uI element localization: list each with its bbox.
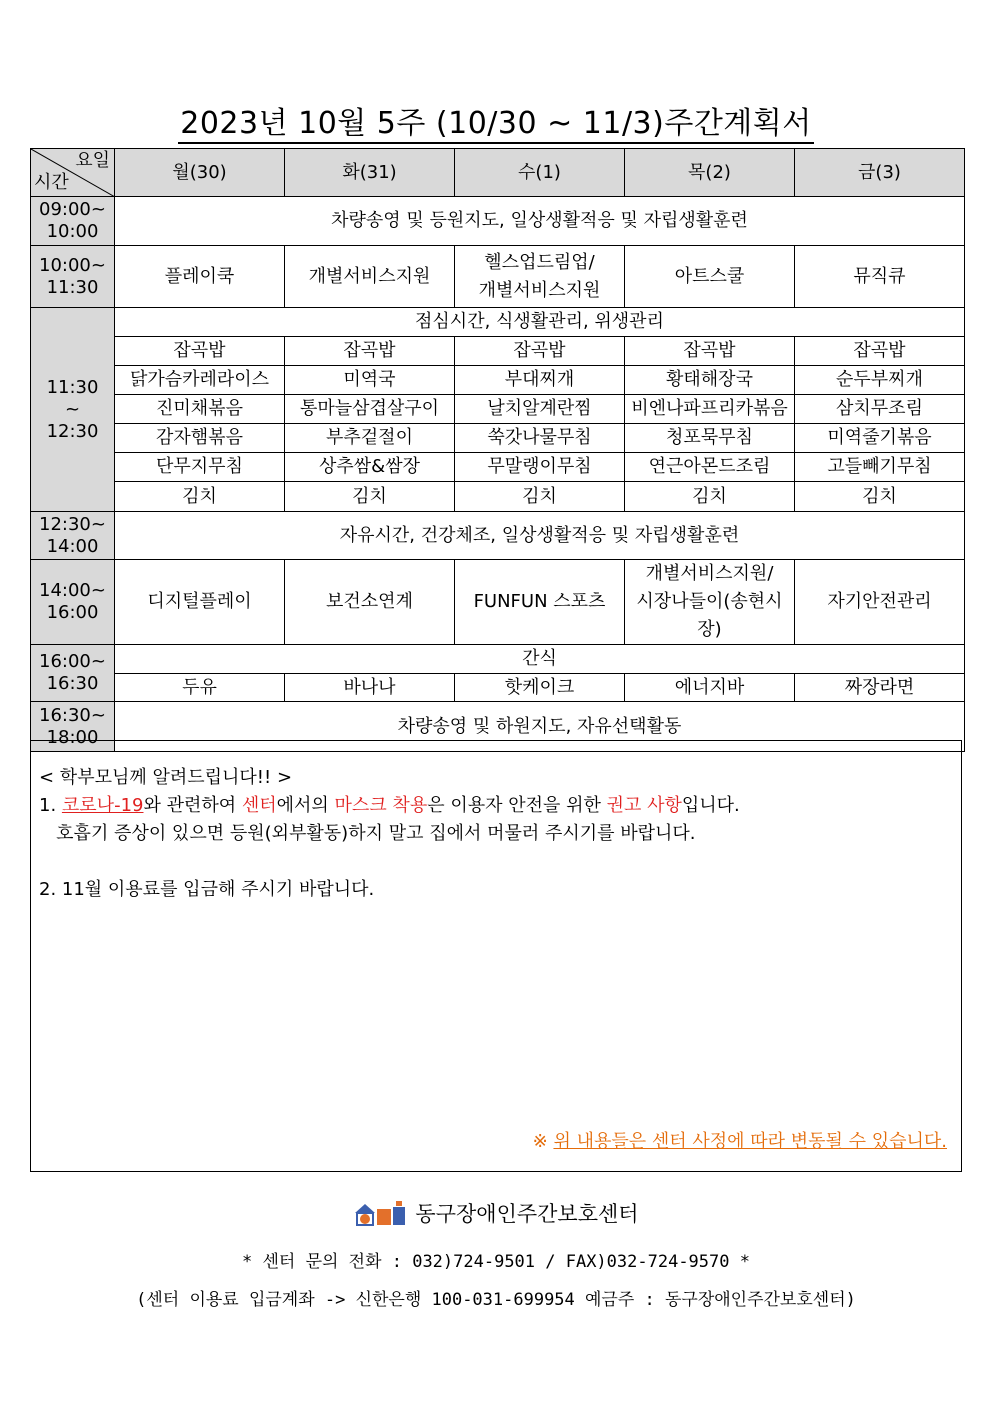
menu-cell: 잡곡밥: [625, 337, 795, 366]
activity-thu-line1: 개별서비스지원/: [645, 563, 774, 584]
menu-cell: 연근아몬드조림: [625, 453, 795, 482]
org-name-row: [0, 1198, 992, 1228]
n1b: 코로나-19: [61, 795, 144, 816]
org-name: 동구장애인주간보호센터: [415, 1202, 639, 1226]
menu-cell: 황태해장국: [625, 366, 795, 395]
warn-mark: ※: [532, 1131, 554, 1152]
day-header-fri: 금(3): [795, 149, 965, 197]
menu-cell: 미역줄기볶음: [795, 424, 965, 453]
snack-cell: 핫케이크: [455, 674, 625, 702]
notice-heading: < 학부모님께 알려드립니다!! >: [39, 767, 293, 788]
time-cell-lunch: [31, 308, 115, 512]
time-start: 09:00~: [39, 199, 106, 220]
activity-cell: 차량송영 및 하원지도, 자유선택활동: [115, 702, 965, 752]
snack-cell: 두유: [115, 674, 285, 702]
day-header-mon: 월(30): [115, 149, 285, 197]
n1a: 1.: [39, 795, 62, 816]
activity-tue: 개별서비스지원: [285, 246, 455, 308]
menu-cell: 김치: [795, 482, 965, 512]
time-end: 14:00: [46, 535, 99, 557]
n1h: 권고 사항: [606, 795, 682, 816]
time-cell: [31, 197, 115, 246]
time-sep: ~: [64, 398, 81, 420]
title-text: 2023년 10월 5주 (10/30 ~ 11/3)주간계획서: [178, 106, 814, 144]
menu-cell: 청포묵무침: [625, 424, 795, 453]
activity-mon: 디지털플레이: [115, 560, 285, 645]
menu-cell: 김치: [455, 482, 625, 512]
menu-cell: 쑥갓나물무침: [455, 424, 625, 453]
warn-text: 위 내용들은 센터 사정에 따라 변동될 수 있습니다.: [553, 1131, 947, 1152]
snack-header: 간식: [115, 645, 965, 674]
page-title: [0, 98, 992, 142]
time-cell: [31, 246, 115, 308]
menu-row: [31, 337, 965, 366]
n1c: 와 관련하여: [143, 795, 242, 816]
row-0900: [31, 197, 965, 246]
activity-fri: 자기안전관리: [795, 560, 965, 645]
notice-box: [30, 740, 962, 1172]
activity-thu: [625, 560, 795, 645]
time-start: 16:00~: [39, 651, 106, 672]
menu-cell: 순두부찌개: [795, 366, 965, 395]
menu-row: [31, 482, 965, 512]
menu-cell: 닭가슴카레라이스: [115, 366, 285, 395]
menu-cell: 날치알계란찜: [455, 395, 625, 424]
menu-cell: 삼치무조림: [795, 395, 965, 424]
n1e: 에서의: [276, 795, 335, 816]
weekly-schedule-table: [30, 148, 965, 752]
time-end: 10:00: [46, 221, 99, 242]
menu-cell: 잡곡밥: [795, 337, 965, 366]
bank-line: (센터 이용료 입금계좌 -> 신한은행 100-031-699954 예금주 : 동구장애인주간보호센터): [136, 1290, 856, 1310]
activity-wed: FUNFUN 스포츠: [455, 560, 625, 645]
row-1400: [31, 560, 965, 645]
menu-cell: 비엔나파프리카볶음: [625, 395, 795, 424]
activity-fri: 뮤직큐: [795, 246, 965, 308]
time-start: 16:30~: [39, 704, 106, 726]
n1f: 마스크 착용: [334, 795, 428, 816]
menu-cell: 김치: [625, 482, 795, 512]
snack-cell: 바나나: [285, 674, 455, 702]
time-cell: [31, 645, 115, 702]
corner-day-label: 요일: [75, 150, 110, 171]
day-header-wed: 수(1): [455, 149, 625, 197]
menu-cell: 잡곡밥: [455, 337, 625, 366]
corner-cell: [31, 149, 115, 197]
row-snack: [31, 674, 965, 702]
menu-cell: 진미채볶음: [115, 395, 285, 424]
menu-row: [31, 453, 965, 482]
menu-cell: 잡곡밥: [285, 337, 455, 366]
time-end: 18:00: [46, 726, 99, 748]
menu-cell: 김치: [285, 482, 455, 512]
menu-cell: 부대찌개: [455, 366, 625, 395]
n1i: 입니다.: [681, 795, 740, 816]
activity-wed: [455, 246, 625, 308]
row-lunch-header: [31, 308, 965, 337]
time-end: 11:30: [46, 276, 99, 298]
menu-cell: 통마늘삼겹살구이: [285, 395, 455, 424]
activity-mon: 플레이쿡: [115, 246, 285, 308]
menu-row: [31, 395, 965, 424]
menu-row: [31, 366, 965, 395]
org-logo: [353, 1199, 409, 1227]
menu-cell: 단무지무침: [115, 453, 285, 482]
contact-line: * 센터 문의 전화 : 032)724-9501 / FAX)032-724-9570 *: [242, 1252, 750, 1272]
time-end: 16:00: [46, 602, 99, 623]
menu-cell: 김치: [115, 482, 285, 512]
snack-cell: 에너지바: [625, 674, 795, 702]
notice-line-2: 호흡기 증상이 있으면 등원(외부활동)하지 말고 집에서 머물러 주시기를 바랍니다.: [39, 823, 696, 844]
row-1230: [31, 512, 965, 560]
menu-cell: 감자햄볶음: [115, 424, 285, 453]
time-cell: [31, 560, 115, 645]
day-header-thu: 목(2): [625, 149, 795, 197]
menu-row: [31, 424, 965, 453]
notice-line-1: [39, 791, 740, 817]
time-start: 12:30~: [39, 513, 106, 535]
menu-cell: 미역국: [285, 366, 455, 395]
activity-tue: 보건소연계: [285, 560, 455, 645]
day-header-tue: 화(31): [285, 149, 455, 197]
snack-cell: 짜장라면: [795, 674, 965, 702]
time-start: 10:00~: [39, 254, 106, 276]
menu-cell: 부추겉절이: [285, 424, 455, 453]
time-start: 11:30: [46, 376, 99, 398]
lunch-header: 점심시간, 식생활관리, 위생관리: [115, 308, 965, 337]
row-1000: [31, 246, 965, 308]
header-row: [31, 149, 965, 197]
time-end: 16:30: [46, 673, 99, 694]
n1d: 센터: [241, 795, 277, 816]
corner-time-label: 시간: [34, 172, 69, 193]
time-start: 14:00~: [39, 580, 106, 601]
time-end: 12:30: [46, 420, 99, 442]
activity-wed-line1: 헬스업드림업/: [484, 251, 595, 273]
menu-cell: 잡곡밥: [115, 337, 285, 366]
activity-cell: 자유시간, 건강체조, 일상생활적응 및 자립생활훈련: [115, 512, 965, 560]
activity-thu-line2: 시장나들이(송현시장): [636, 591, 783, 640]
notice-line-3: 2. 11월 이용료를 입금해 주시기 바랍니다.: [39, 879, 375, 900]
notice-warning: [533, 1127, 947, 1153]
activity-wed-line2: 개별서비스지원: [478, 279, 601, 301]
n1g: 은 이용자 안전을 위한: [427, 795, 607, 816]
activity-cell: 차량송영 및 등원지도, 일상생활적응 및 자립생활훈련: [115, 197, 965, 246]
row-snack-header: [31, 645, 965, 674]
menu-cell: 고들빼기무침: [795, 453, 965, 482]
time-cell: [31, 512, 115, 560]
activity-thu: 아트스쿨: [625, 246, 795, 308]
menu-cell: 상추쌈&쌈장: [285, 453, 455, 482]
menu-cell: 무말랭이무침: [455, 453, 625, 482]
